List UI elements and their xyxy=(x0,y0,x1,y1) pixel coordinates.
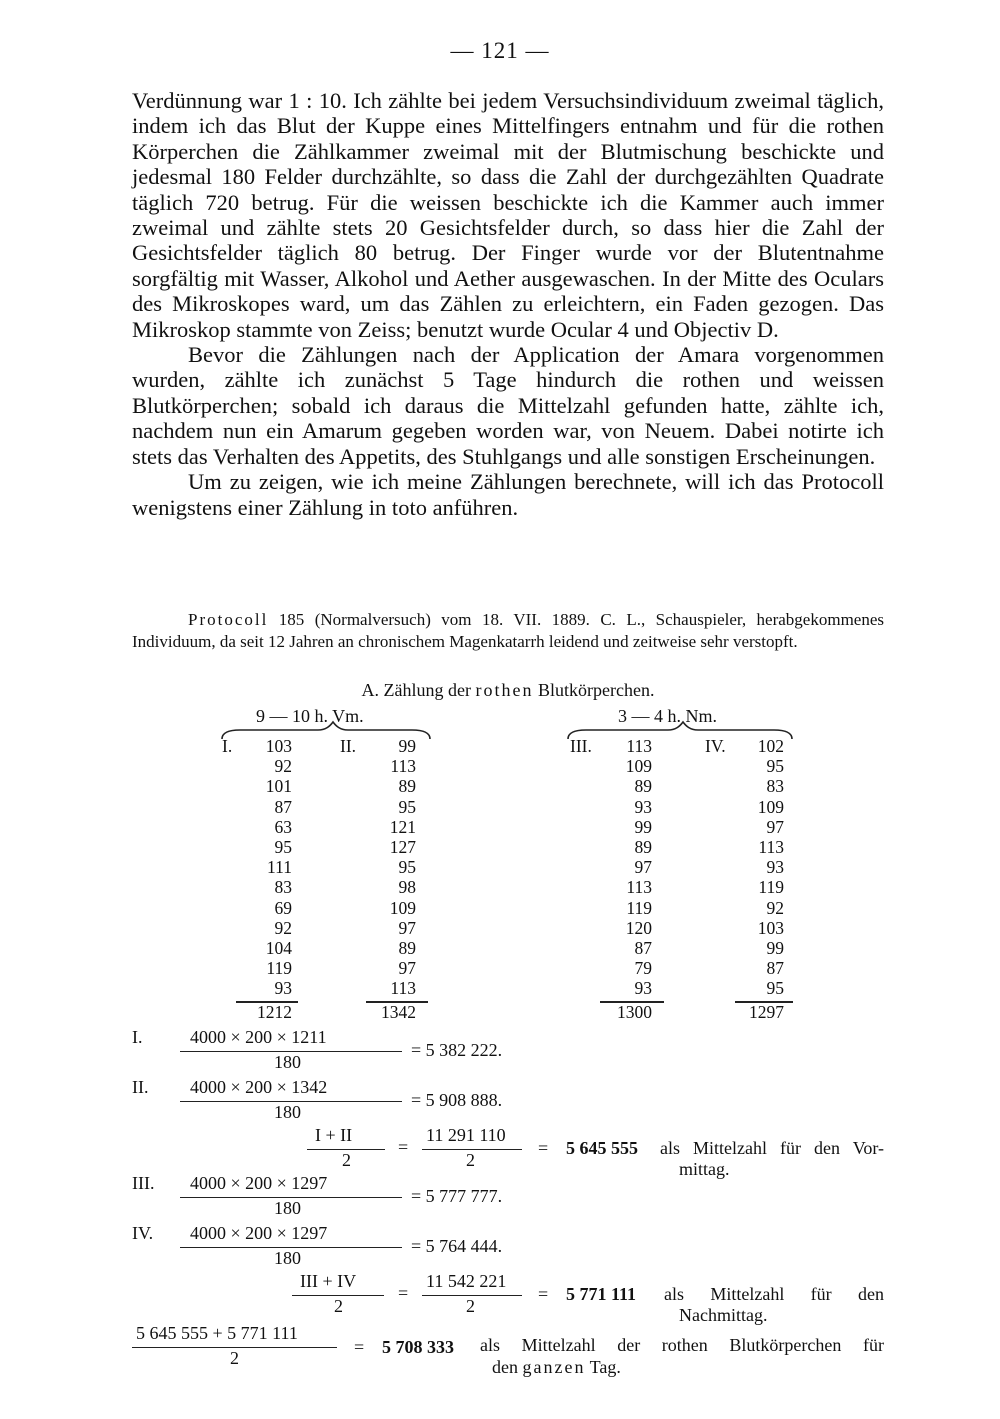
column-sum: 1212 xyxy=(257,1001,292,1022)
calc-result: = 5 908 888. xyxy=(411,1090,503,1110)
mean-morning-equals: = xyxy=(398,1137,409,1157)
mean-day-note-2-spaced: ganzen xyxy=(522,1357,586,1377)
group-morning-label: 9 — 10 h. Vm. xyxy=(256,706,364,726)
count-value: 93 xyxy=(634,978,652,999)
count-value: 87 xyxy=(766,958,784,979)
count-value: 95 xyxy=(766,756,784,777)
mean-afternoon-numerator: III + IV xyxy=(300,1271,357,1291)
mean-afternoon-equals-2: = xyxy=(538,1284,549,1304)
calc-numerator: 4000 × 200 × 1211 xyxy=(190,1027,327,1047)
column-label: III. xyxy=(570,736,592,756)
mean-afternoon-denominator: 2 xyxy=(334,1296,343,1316)
count-value: 103 xyxy=(265,736,292,756)
count-value: 113 xyxy=(758,837,784,857)
count-value: 103 xyxy=(757,917,784,938)
calc-denominator: 180 xyxy=(274,1052,301,1072)
mean-afternoon-note: als Mittelzahl für den xyxy=(664,1284,884,1304)
count-value: 99 xyxy=(398,736,416,756)
mean-afternoon-denominator-2: 2 xyxy=(466,1296,475,1316)
calc-denominator: 180 xyxy=(274,1248,301,1268)
count-value: 97 xyxy=(398,917,416,938)
count-value: 121 xyxy=(389,816,416,837)
protocol-label: Protocoll xyxy=(188,610,269,629)
count-value: 98 xyxy=(398,877,416,898)
count-value: 113 xyxy=(626,877,652,898)
paragraph-2: Bevor die Zählungen nach der Application der Amara vorgenommen wurden, zählte ich zunächst 5 Tage hindurch die rothen und weissen Blutkörperchen; sobald ich daraus die Mittelzahl gefunden hatte, zählte ich, nachdem nun ein Amarum gegeben worden war, von Neuem. Dabei notirte ich stets das Verhalten des Appetits, des Stuhlgangs und alle sonstigen Erscheinungen. xyxy=(132,342,884,469)
column-label: IV. xyxy=(705,736,726,756)
mean-morning-note: als Mittelzahl für den Vor- xyxy=(660,1138,884,1158)
mean-day-note: als Mittelzahl der rothen Blutkörperchen für xyxy=(480,1335,884,1355)
count-value: 89 xyxy=(634,837,652,857)
count-value: 89 xyxy=(398,776,416,797)
count-value: 95 xyxy=(766,978,784,999)
count-value: 97 xyxy=(766,816,784,837)
count-value: 89 xyxy=(634,776,652,797)
count-value: 113 xyxy=(390,756,416,777)
calc-result: = 5 382 222. xyxy=(411,1040,503,1060)
calc-result: = 5 764 444. xyxy=(411,1236,503,1256)
calc-denominator: 180 xyxy=(274,1102,301,1122)
count-value: 95 xyxy=(398,857,416,878)
calc-label: III. xyxy=(132,1173,155,1193)
column-label: I. xyxy=(222,736,233,756)
count-value: 79 xyxy=(634,958,652,979)
mean-afternoon-note-2: Nachmittag. xyxy=(679,1305,768,1325)
mean-morning-denominator: 2 xyxy=(342,1150,351,1170)
count-value: 83 xyxy=(274,877,292,898)
count-value: 93 xyxy=(766,857,784,878)
count-value: 83 xyxy=(766,776,784,797)
count-value: 113 xyxy=(390,978,416,999)
count-value: 95 xyxy=(398,796,416,817)
calc-denominator: 180 xyxy=(274,1198,301,1218)
calc-label: IV. xyxy=(132,1223,154,1243)
count-value: 109 xyxy=(757,796,784,817)
mean-day-note-2-suffix: Tag. xyxy=(585,1357,621,1377)
column-label: II. xyxy=(340,736,357,756)
count-value: 101 xyxy=(265,776,292,797)
count-value: 120 xyxy=(625,917,652,938)
count-value: 95 xyxy=(274,837,292,857)
count-value: 63 xyxy=(274,816,292,837)
count-value: 97 xyxy=(634,857,652,878)
count-value: 104 xyxy=(265,938,292,958)
count-value: 111 xyxy=(267,857,292,878)
count-value: 102 xyxy=(757,736,784,756)
count-value: 87 xyxy=(274,796,292,817)
column-sum: 1342 xyxy=(381,1001,416,1022)
count-value: 99 xyxy=(766,938,784,958)
page-number: — 121 — xyxy=(450,38,550,63)
mean-morning-sum: 11 291 110 xyxy=(426,1125,506,1145)
mean-afternoon-result: 5 771 111 xyxy=(566,1284,637,1304)
group-afternoon-label: 3 — 4 h. Nm. xyxy=(618,706,717,726)
calc-numerator: 4000 × 200 × 1297 xyxy=(190,1173,328,1193)
count-value: 99 xyxy=(634,816,652,837)
mean-morning-denominator-2: 2 xyxy=(466,1150,475,1170)
count-value: 109 xyxy=(625,756,652,777)
paragraph-1: Verdünnung war 1 : 10. Ich zählte bei jedem Versuchsindividuum zweimal täglich, indem ich das Blut der Kuppe eines Mittelfingers entnahm und für die rothen Körperchen die Zählkammer zweimal mit der Blutmischung beschickte und jedesmal 180 Felder durchzählte, so dass die Zahl der durchgezählten Quadrate täglich 720 betrug. Für die weissen beschickte ich die Kammer auch immer zweimal und zählte stets 20 Gesichtsfelder durch, so dass hier die Zahl der Gesichtsfelder täglich 80 betrug. Der Finger wurde vor der Blutentnahme sorgfältig mit Wasser, Alkohol und Aether ausgewaschen. In der Mitte des Oculars des Mikroskopes ward, um das Zählen zu erleichtern, ein Faden gezogen. Das Mikroskop stammte von Zeiss; benutzt wurde Ocular 4 und Objectiv D. xyxy=(132,88,884,342)
count-value: 93 xyxy=(634,796,652,817)
mean-morning-note-2: mittag. xyxy=(679,1159,730,1179)
mean-day-equals: = xyxy=(354,1337,365,1357)
count-value: 119 xyxy=(758,877,784,898)
count-value: 92 xyxy=(274,917,292,938)
count-value: 92 xyxy=(766,897,784,918)
mean-day-result: 5 708 333 xyxy=(382,1337,454,1357)
count-value: 97 xyxy=(398,958,416,979)
mean-day-numerator: 5 645 555 + 5 771 111 xyxy=(136,1323,298,1343)
calc-label: II. xyxy=(132,1077,149,1097)
paragraph-3: Um zu zeigen, wie ich meine Zählungen berechnete, will ich das Protocoll wenigstens einer Zählung in toto anführen. xyxy=(132,469,884,520)
mean-afternoon-equals: = xyxy=(398,1283,409,1303)
mean-afternoon-sum: 11 542 221 xyxy=(426,1271,507,1291)
mean-morning-equals-2: = xyxy=(538,1138,549,1158)
count-value: 87 xyxy=(634,938,652,958)
count-value: 127 xyxy=(389,837,416,857)
count-value: 109 xyxy=(389,897,416,918)
calc-numerator: 4000 × 200 × 1342 xyxy=(190,1077,328,1097)
mean-day-denominator: 2 xyxy=(230,1348,239,1368)
count-value: 89 xyxy=(398,938,416,958)
column-sum: 1297 xyxy=(749,1001,784,1022)
calc-result: = 5 777 777. xyxy=(411,1186,503,1206)
mean-day-note-2-prefix: den xyxy=(492,1357,523,1377)
section-heading: A. Zählung der rothen Blutkörperchen. xyxy=(361,680,655,700)
count-value: 119 xyxy=(626,897,652,918)
mean-day-note-2 xyxy=(492,1357,621,1378)
calc-numerator: 4000 × 200 × 1297 xyxy=(190,1223,328,1243)
mean-morning-numerator: I + II xyxy=(315,1125,353,1145)
protocol-description: 185 (Normalversuch) vom 18. VII. 1889. C. L., Schauspieler, herabgekommenes Individuum, da seit 12 Jahren an chronischem Magenkatarrh leidend und zeitweise sehr verstopft. xyxy=(132,610,884,651)
count-value: 92 xyxy=(274,756,292,777)
count-value: 113 xyxy=(626,736,652,756)
count-value: 93 xyxy=(274,978,292,999)
count-value: 69 xyxy=(274,897,292,918)
calc-label: I. xyxy=(132,1027,143,1047)
mean-morning-result: 5 645 555 xyxy=(566,1138,638,1158)
count-value: 119 xyxy=(266,958,292,979)
column-sum: 1300 xyxy=(617,1001,652,1022)
